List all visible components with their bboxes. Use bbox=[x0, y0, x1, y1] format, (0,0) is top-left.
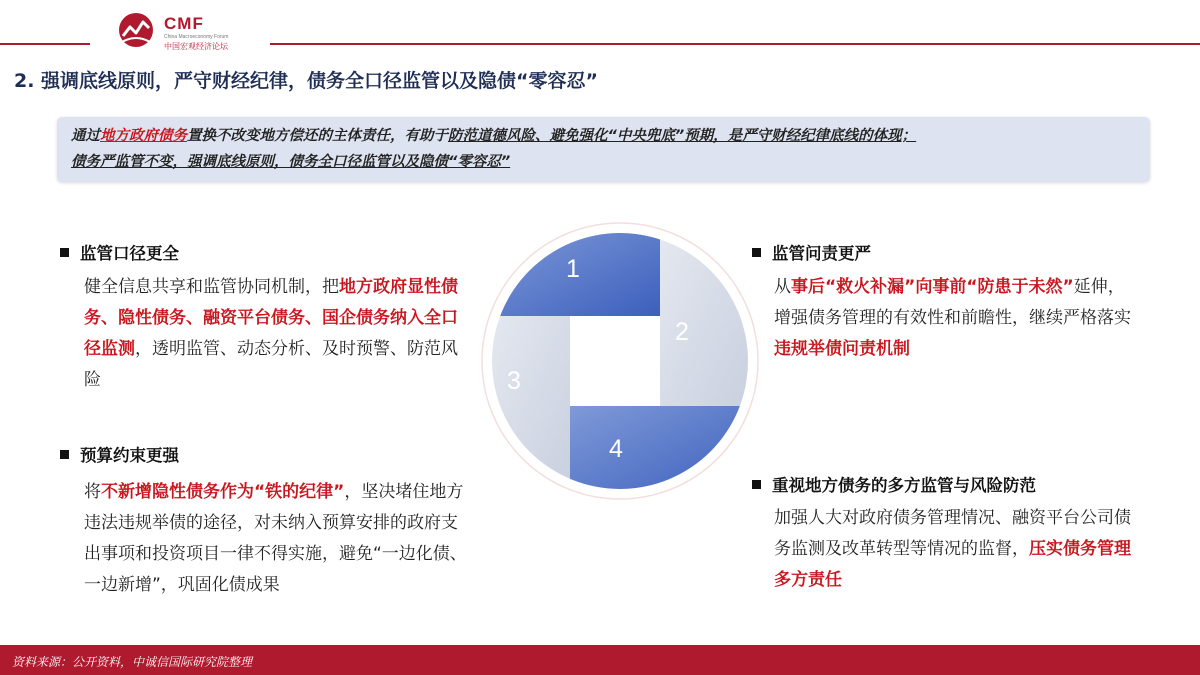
summary-line-2 bbox=[71, 149, 1141, 175]
section-highlight: 压实债务管理多方责任 bbox=[774, 539, 1131, 590]
section-body-multi-supervision bbox=[774, 503, 1134, 596]
page-title: 2. 强调底线原则，严守财经纪律，债务全口径监管以及隐债“零容忍” bbox=[14, 70, 599, 92]
section-heading-text: 预算约束更强 bbox=[80, 446, 179, 465]
summary-text bbox=[71, 123, 1141, 175]
section-heading-accountability bbox=[752, 240, 871, 264]
section-text-segment: 延伸，增强债务管理的有效性和前瞻性，继续严格落实 bbox=[774, 277, 1131, 328]
section-heading-text: 监管口径更全 bbox=[80, 244, 179, 263]
ring-label-4: 4 bbox=[609, 435, 623, 463]
logo-subtitle: China Macroeconomy Forum bbox=[164, 34, 229, 40]
section-highlight: 违规举债问责机制 bbox=[774, 339, 910, 359]
cmf-logo-mark-icon bbox=[118, 12, 154, 48]
header-rule-left bbox=[0, 43, 90, 45]
section-highlight: 不新增隐性债务作为“铁的纪律” bbox=[101, 482, 345, 502]
logo-name: CMF bbox=[164, 14, 204, 33]
cmf-logo bbox=[108, 10, 258, 54]
ring-label-3: 3 bbox=[507, 367, 521, 395]
section-heading-scope bbox=[60, 240, 179, 264]
header-rule-right bbox=[270, 43, 1200, 45]
ring-center bbox=[570, 316, 660, 406]
section-body-accountability bbox=[774, 272, 1134, 365]
summary-emphasis: 债务严监管不变，强调底线原则，债务全口径监管以及隐债“零容忍” bbox=[71, 154, 511, 170]
summary-emphasis: 严守财经纪律底线的体现； bbox=[742, 128, 917, 144]
section-text-segment: 将 bbox=[84, 482, 101, 502]
ring-label-1: 1 bbox=[566, 255, 580, 283]
section-text-segment: 从 bbox=[774, 277, 791, 297]
section-heading-multi-supervision bbox=[752, 472, 1036, 496]
section-heading-budget bbox=[60, 442, 179, 466]
four-part-ring-diagram bbox=[480, 221, 760, 501]
ring-segment-4 bbox=[570, 406, 750, 496]
source-note: 资料来源：公开资料，中诚信国际研究院整理 bbox=[12, 655, 253, 669]
summary-text-segment: 通过 bbox=[71, 128, 100, 144]
section-text-segment: 加强人大对政府债务管理情况、融资平台公司债务监测及改革转型等情况的监督， bbox=[774, 508, 1131, 559]
ring-segment-2 bbox=[660, 231, 750, 416]
section-text-segment: ，透明监管、动态分析、及时预警、防范风险 bbox=[84, 339, 458, 390]
section-text-segment: ，坚决堵住地方违法违规举债的途径，对未纳入预算安排的政府支出事项和投资项目一律不得实施，避免“一边化债、一边新增”，巩固化债成果 bbox=[84, 482, 467, 595]
summary-emphasis: 防范道德风险、避免强化“中央兜底”预期，是 bbox=[448, 128, 743, 144]
section-highlight: 地方政府显性债务、隐性债务、融资平台债务、国企债务纳入全口径监测 bbox=[84, 277, 458, 359]
section-heading-text: 监管问责更严 bbox=[772, 244, 871, 263]
footer-bar bbox=[0, 645, 1200, 675]
square-bullet-icon bbox=[60, 450, 69, 459]
summary-text-segment: 置换不改变地方偿还的主体责任，有助于 bbox=[187, 128, 448, 144]
summary-line-1 bbox=[71, 123, 1141, 149]
summary-highlight: 地方政府债务 bbox=[100, 128, 187, 144]
section-heading-text: 重视地方债务的多方监管与风险防范 bbox=[772, 476, 1036, 495]
section-text-segment: 健全信息共享和监管协同机制，把 bbox=[84, 277, 339, 297]
logo-chinese-name: 中国宏观经济论坛 bbox=[164, 42, 228, 51]
ring-segment-3 bbox=[490, 316, 570, 496]
ring-label-2: 2 bbox=[675, 318, 689, 346]
section-body-scope bbox=[84, 272, 474, 396]
section-body-budget bbox=[84, 477, 474, 601]
square-bullet-icon bbox=[60, 248, 69, 257]
summary-box bbox=[57, 117, 1150, 182]
section-highlight: 事后“救火补漏”向事前“防患于未然” bbox=[791, 277, 1074, 297]
